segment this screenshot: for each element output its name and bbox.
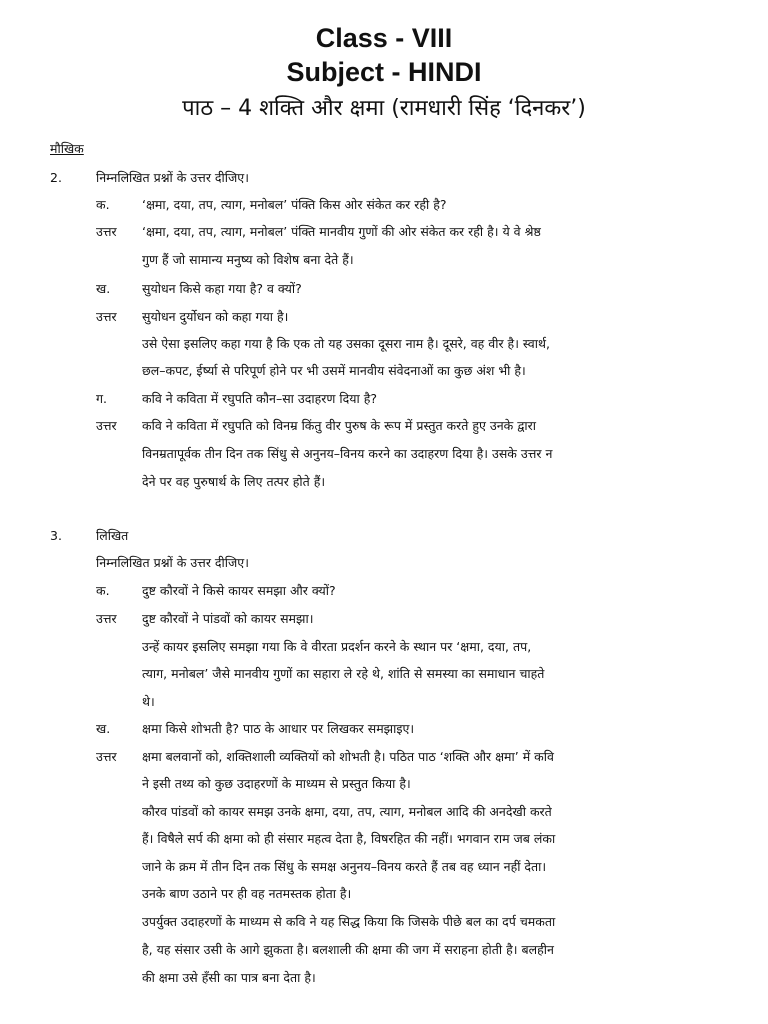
answer-line: छल–कपट, ईर्ष्या से परिपूर्ण होने पर भी उसमें मानवीय संवेदनाओं का कुछ अंश भी है।: [142, 363, 526, 378]
answer-line: कवि ने कविता में रघुपति को विनम्र किंतु वीर पुरुष के रूप में प्रस्तुत करते हुए उनके द्वारा: [142, 418, 537, 433]
question-instruction: निम्नलिखित प्रश्नों के उत्तर दीजिए।: [96, 170, 249, 185]
answer-line: उन्हें कायर इसलिए समझा गया कि वे वीरता प्रदर्शन करने के स्थान पर ‘क्षमा, दया, तप,: [142, 639, 532, 654]
item-label: क.: [96, 197, 110, 212]
subject-title: Subject - HINDI: [286, 57, 482, 87]
answer-line: त्याग, मनोबल’ जैसे मानवीय गुणों का सहारा ले रहे थे, शांति से समस्या का समाधान चाहते: [142, 666, 545, 681]
item-label: क.: [96, 583, 110, 598]
answer-line: थे।: [142, 694, 155, 709]
question-text: ‘क्षमा, दया, तप, त्याग, मनोबल’ पंक्ति किस ओर संकेत कर रही है?: [142, 197, 447, 212]
question-text: सुयोधन किसे कहा गया है? व क्यों?: [142, 281, 302, 296]
question-number: 2.: [50, 170, 62, 185]
item-label: ख.: [96, 281, 111, 296]
oral-section-heading: मौखिक: [50, 141, 84, 156]
answer-label: उत्तर: [96, 309, 117, 324]
answer-label: उत्तर: [96, 749, 117, 764]
question-text: दुष्ट कौरवों ने किसे कायर समझा और क्यों?: [142, 583, 336, 598]
lesson-title: पाठ – 4 शक्ति और क्षमा (रामधारी सिंह ‘दिनकर’): [182, 96, 586, 121]
answer-line: ‘क्षमा, दया, तप, त्याग, मनोबल’ पंक्ति मानवीय गुणों की ओर संकेत कर रही है। ये वे श्रेष्ठ: [142, 224, 541, 239]
answer-line: जाने के क्रम में तीन दिन तक सिंधु के समक्ष अनुनय–विनय करते हैं तब वह ध्यान नहीं देता।: [142, 859, 547, 874]
answer-line: क्षमा बलवानों को, शक्तिशाली व्यक्तियों को शोभती है। पठित पाठ ‘शक्ति और क्षमा’ में कवि: [142, 749, 554, 764]
answer-label: उत्तर: [96, 224, 117, 239]
item-label: ख.: [96, 721, 111, 736]
answer-line: है, यह संसार उसी के आगे झुकता है। बलशाली की क्षमा की जग में सराहना होती है। बलहीन: [142, 942, 554, 957]
answer-line: गुण हैं जो सामान्य मनुष्य को विशेष बना देते हैं।: [142, 252, 354, 267]
answer-line: ने इसी तथ्य को कुछ उदाहरणों के माध्यम से प्रस्तुत किया है।: [142, 776, 411, 791]
question-instruction: निम्नलिखित प्रश्नों के उत्तर दीजिए।: [96, 555, 249, 570]
answer-line: उसे ऐसा इसलिए कहा गया है कि एक तो यह उसका दूसरा नाम है। दूसरे, वह वीर है। स्वार्थ,: [142, 336, 550, 351]
answer-line: देने पर वह पुरुषार्थ के लिए तत्पर होते हैं।: [142, 474, 326, 489]
answer-line: उनके बाण उठाने पर ही वह नतमस्तक होता है।: [142, 886, 352, 901]
answer-line: हैं। विषैले सर्प की क्षमा को ही संसार महत्व देता है, विषरहित की नहीं। भगवान राम जब लंका: [142, 831, 556, 846]
class-title: Class - VIII: [315, 23, 453, 53]
answer-label: उत्तर: [96, 418, 117, 433]
question-text: कवि ने कविता में रघुपति कौन–सा उदाहरण दिया है?: [142, 391, 377, 406]
item-label: ग.: [96, 391, 108, 406]
answer-line: उपर्युक्त उदाहरणों के माध्यम से कवि ने यह सिद्ध किया कि जिसके पीछे बल का दर्प चमकता: [142, 914, 556, 929]
question-text: क्षमा किसे शोभती है? पाठ के आधार पर लिखकर समझाइए।: [142, 721, 415, 736]
question-number: 3.: [50, 528, 62, 543]
written-section-heading: लिखित: [96, 528, 129, 543]
answer-line: सुयोधन दुर्योधन को कहा गया है।: [142, 309, 289, 324]
answer-label: उत्तर: [96, 611, 117, 626]
answer-line: दुष्ट कौरवों ने पांडवों को कायर समझा।: [142, 611, 314, 626]
answer-line: की क्षमा उसे हँसी का पात्र बना देता है।: [142, 970, 316, 985]
answer-line: कौरव पांडवों को कायर समझ उनके क्षमा, दया, तप, त्याग, मनोबल आदि की अनदेखी करते: [142, 804, 552, 819]
answer-line: विनम्रतापूर्वक तीन दिन तक सिंधु से अनुनय–विनय करने का उदाहरण दिया है। उसके उत्तर न: [142, 446, 553, 461]
